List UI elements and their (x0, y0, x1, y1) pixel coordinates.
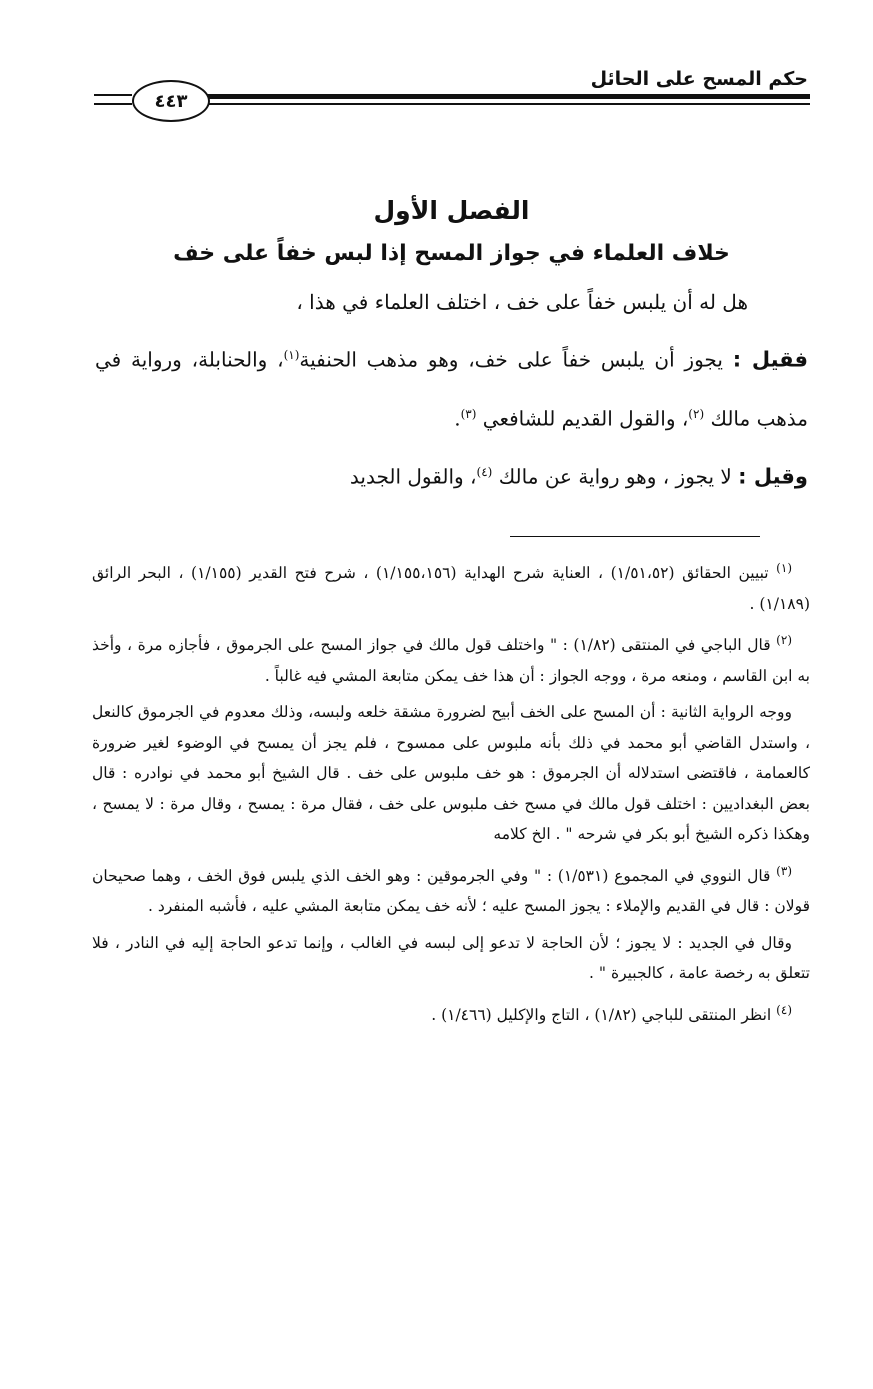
intro-paragraph: هل له أن يلبس خفاً على خف ، اختلف العلماء في هذا ، (296, 290, 748, 314)
header-rule-thick (200, 94, 810, 99)
footnote-continuation: ووجه الرواية الثانية : أن المسح على الخف أبيح لضرورة مشقة خلعه ولبسه، وذلك معدوم في الجرموق كالنعل ، واستدل القاضي أبو محمد في ذلك بأنه ملبوس على ممسوح ، فلم يجز أن يمسح في الوضوء لغير ضرورة كالعمامة ، فاقتضى استدلاله أن الجرموق : هو خف ملبوس على خف . قال الشيخ أبو محمد في نوادره : قال بعض البغداديين : اختلف قول مالك في مسح خف ملبوس على خف ، فقال مرة : يمسح ، وقال مرة : لا يمسح ، وهكذا ذكره الشيخ أبو بكر في شرحه " . الخ كلامه (92, 703, 810, 844)
footnote-marker: (١) (776, 561, 792, 575)
opinion-lead: وقيل : (738, 464, 808, 489)
main-text (95, 190, 808, 504)
running-title: حكم المسح على الحائل (590, 68, 808, 90)
page-number: ٤٤٣ (154, 90, 188, 112)
opinion-paragraph (95, 328, 808, 445)
section-title: خلاف العلماء في جواز المسح إذا لبس خفاً على خف (173, 241, 730, 266)
opinion-text: . (454, 406, 461, 431)
footnote (92, 625, 810, 691)
footnote (92, 856, 810, 922)
footnote-marker: (٤) (776, 1002, 792, 1017)
opinion-text: لا يجوز ، وهو رواية عن مالك (492, 464, 739, 489)
footnote-text: قال النووي في المجموع (١/٥٣١) : " وفي الجرموقين : وهو الخف الذي يلبس فوق الخف ، وهما صحيحان قولان : قال في القديم والإملاء : يجوز المسح عليه ؛ لأنه خف يمكن متابعة المشي عليه ، فأشبه المنفرد . (92, 866, 810, 916)
opinion-text: يجوز أن يلبس خفاً على خف، وهو مذهب الحنفية (299, 347, 733, 372)
footnotes (92, 553, 810, 1037)
opinion-text: ، والحنابلة، ورواية في مذهب مالك (95, 347, 808, 431)
footnote-text: قال الباجي في المنتقى (١/٨٢) : " واختلف قول مالك في جواز المسح على الجرموق ، فأجازه مرة ، وأخذ به ابن القاسم ، ومنعه مرة ، ووجه الجواز : أن هذا خف يمكن متابعة المشي فيه غالباً . (92, 636, 810, 685)
footnote-ref: (٢) (688, 406, 705, 421)
footnote-ref: (٣) (460, 406, 477, 421)
header-ornament-line (94, 103, 132, 105)
footnote-ref: (١) (283, 348, 300, 362)
opinion-text: ، والقول القديم للشافعي (476, 406, 689, 431)
page-number-badge (132, 80, 210, 122)
opinion-paragraph (95, 445, 808, 504)
footnote-text: انظر المنتقى للباجي (١/٨٢) ، التاج والإكليل (١/٤٦٦) . (431, 1006, 777, 1025)
footnote-separator (510, 536, 760, 537)
footnote (92, 995, 810, 1031)
chapter-title: الفصل الأول (373, 196, 530, 225)
footnote (92, 553, 810, 619)
footnote-text: تبيين الحقائق (١/٥١،٥٢) ، العناية شرح الهداية (١/١٥٥،١٥٦) ، شرح فتح القدير (١/١٥٥) ، البحر الرائق (١/١٨٩) . (92, 564, 810, 613)
header-ornament-line (94, 94, 132, 96)
footnote-continuation: وقال في الجديد : لا يجوز ؛ لأن الحاجة لا تدعو إلى لبسه في الغالب ، وإنما تدعو الحاجة إليه في النادر ، فلا تتعلق به رخصة عامة ، كالجبيرة " . (92, 933, 810, 983)
footnote-ref: (٤) (476, 465, 493, 480)
opinion-lead: فقيل : (732, 347, 809, 372)
page-header (92, 62, 810, 122)
footnote-marker: (٣) (776, 863, 792, 878)
footnote-marker: (٢) (776, 633, 792, 648)
opinion-text: ، والقول الجديد (349, 464, 477, 489)
header-rule-thin (200, 103, 810, 105)
